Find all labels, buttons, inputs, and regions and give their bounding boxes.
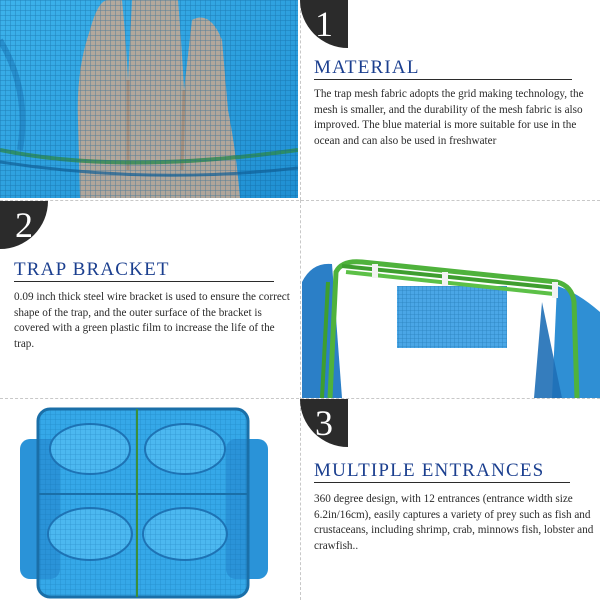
section-description-material: The trap mesh fabric adopts the grid making technology, the mesh is smaller, and the durability of the mesh fabric is also improved. The blue material is more suitable for use in the ocean and can also be used in freshwater [314,88,584,147]
title-underline [314,482,570,483]
section-title-trap-bracket: TRAP BRACKET [14,259,170,280]
green-wire-frame-icon [302,202,600,398]
blue-mesh-trap-icon [0,399,298,600]
section-title-multiple-entrances: MULTIPLE ENTRANCES [314,460,545,481]
section-description-trap-bracket: 0.09 inch thick steel wire bracket is used to ensure the correct shape of the trap, and the outer surface of the bracket is covered with a green plastic film to increase the life of the trap. [14,291,290,350]
title-underline [314,79,572,80]
title-underline [14,281,274,282]
vertical-divider-top [300,0,301,200]
section-description-multiple-entrances: 360 degree design, with 12 entrances (entrance width size 6.2in/16cm), easily captures a variety of prey such as fish and crustaceans, including shrimp, crab, minnows fish, lobster and crawfish.. [314,493,594,552]
section-title-material: MATERIAL [314,57,420,78]
step-badge-2: 2 [0,201,48,249]
trap-bracket-photo [302,202,600,398]
material-photo [0,0,298,198]
hand-behind-mesh-icon [0,0,298,198]
step-badge-3: 3 [300,399,348,447]
mesh-trap-photo [0,399,298,600]
vertical-divider-middle [300,200,301,400]
vertical-divider-bottom [300,398,301,600]
step-badge-1: 1 [300,0,348,48]
